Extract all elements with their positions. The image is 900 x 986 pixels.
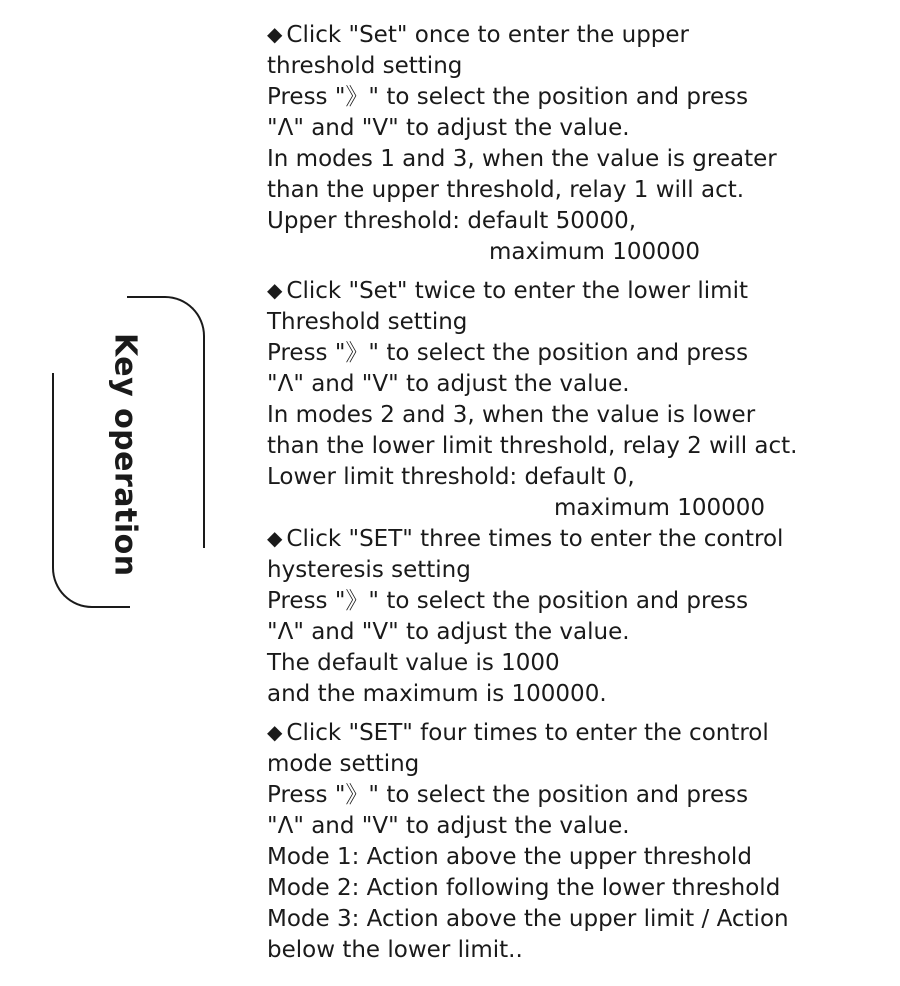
text-line: In modes 1 and 3, when the value is greater xyxy=(267,146,777,172)
text-line: than the lower limit threshold, relay 2 will act. xyxy=(267,433,798,459)
text-line: Mode 2: Action following the lower threshold xyxy=(267,875,781,901)
text-line: Press "》" to select the position and press xyxy=(267,782,749,808)
section-heading-text: Click "SET" three times to enter the control xyxy=(286,526,784,552)
text-line: and the maximum is 100000. xyxy=(267,681,607,707)
section-heading xyxy=(267,524,887,555)
text-line: Press "》" to select the position and press xyxy=(267,340,749,366)
text-line: Mode 3: Action above the upper limit / Action xyxy=(267,906,789,932)
text-line: Threshold setting xyxy=(267,309,468,335)
section-heading-text: Click "Set" twice to enter the lower limit xyxy=(286,278,748,304)
section-heading xyxy=(267,718,887,749)
text-line: Upper threshold: default 50000, xyxy=(267,208,637,234)
section-heading-text: Click "SET" four times to enter the control xyxy=(286,720,769,746)
hysteresis-section xyxy=(267,524,887,710)
page-title: Key operation xyxy=(107,333,143,577)
text-line: threshold setting xyxy=(267,53,463,79)
text-line: below the lower limit.. xyxy=(267,937,523,963)
text-line: "Λ" and "V" to adjust the value. xyxy=(267,619,630,645)
text-line: maximum 100000 xyxy=(489,239,700,265)
instructions-content xyxy=(267,20,887,966)
control-mode-section xyxy=(267,718,887,966)
text-line: than the upper threshold, relay 1 will act. xyxy=(267,177,745,203)
upper-threshold-section xyxy=(267,20,887,268)
section-heading-text: Click "Set" once to enter the upper xyxy=(286,22,690,48)
lower-threshold-section xyxy=(267,276,887,524)
text-line: "Λ" and "V" to adjust the value. xyxy=(267,813,630,839)
text-line: Press "》" to select the position and press xyxy=(267,84,749,110)
text-line: maximum 100000 xyxy=(554,495,765,521)
section-heading xyxy=(267,20,887,51)
side-title-container xyxy=(52,320,192,590)
section-heading xyxy=(267,276,887,307)
diamond-bullet-icon: ◆ xyxy=(267,526,283,550)
diamond-bullet-icon: ◆ xyxy=(267,278,283,302)
text-line: "Λ" and "V" to adjust the value. xyxy=(267,371,630,397)
diamond-bullet-icon: ◆ xyxy=(267,720,283,744)
text-line: mode setting xyxy=(267,751,420,777)
text-line: "Λ" and "V" to adjust the value. xyxy=(267,115,630,141)
diamond-bullet-icon: ◆ xyxy=(267,22,283,46)
text-line: The default value is 1000 xyxy=(267,650,560,676)
text-line: hysteresis setting xyxy=(267,557,471,583)
text-line: In modes 2 and 3, when the value is lower xyxy=(267,402,756,428)
text-line: Mode 1: Action above the upper threshold xyxy=(267,844,752,870)
text-line: Lower limit threshold: default 0, xyxy=(267,464,635,490)
text-line: Press "》" to select the position and press xyxy=(267,588,749,614)
